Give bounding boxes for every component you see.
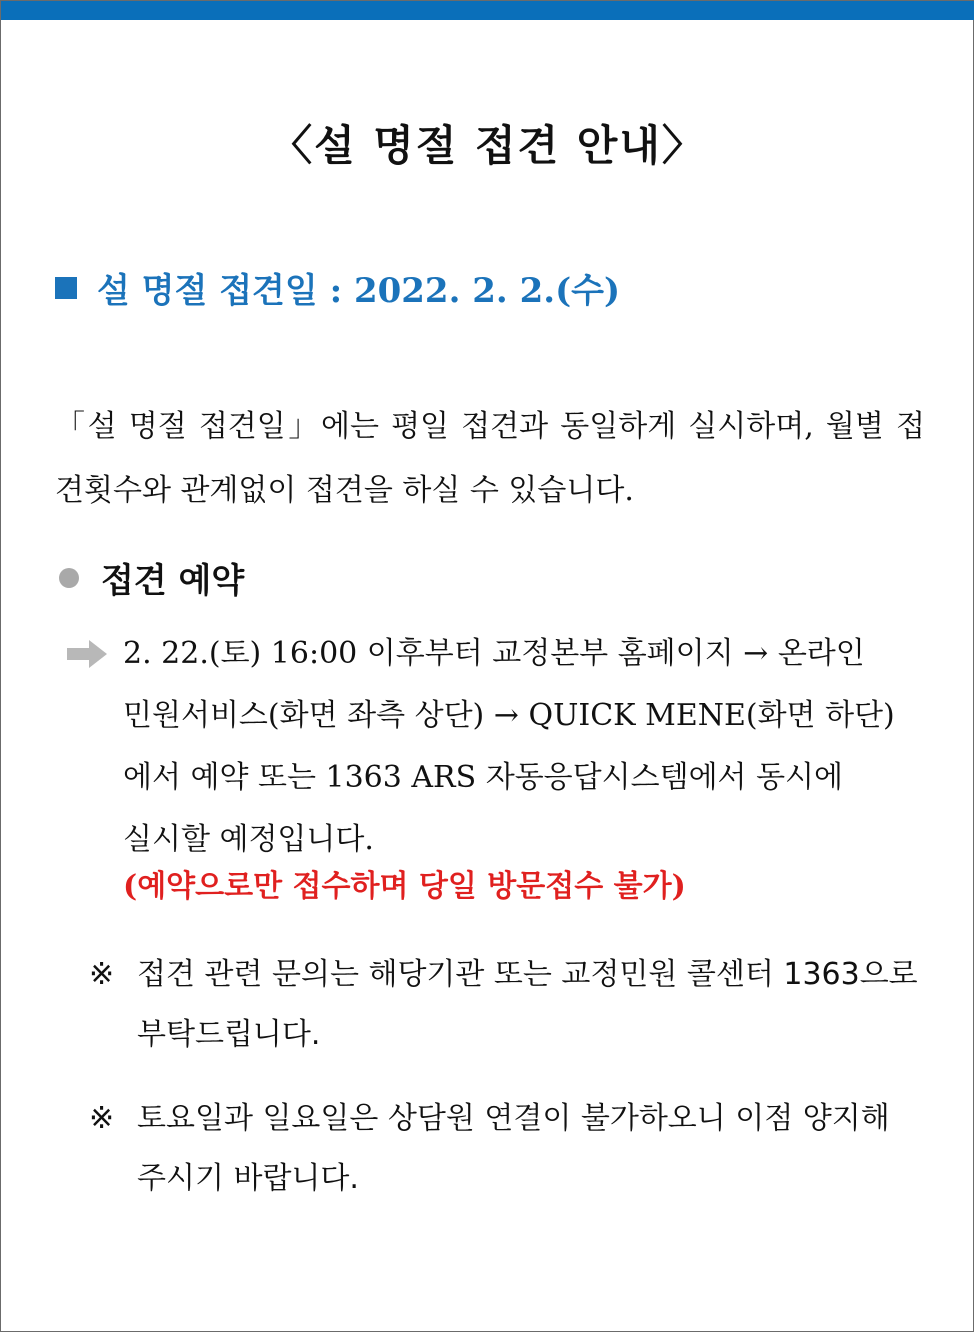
reservation-line: 실시할 예정입니다. [123, 822, 374, 857]
reservation-line: 민원서비스(화면 좌측 상단) → QUICK MENE(화면 하단) [123, 698, 895, 733]
right-arrow-icon [65, 639, 109, 669]
note-inquiry [89, 945, 925, 1065]
reservation-details [123, 623, 931, 871]
note-weekend [89, 1089, 925, 1209]
intro-paragraph: 「설 명절 접견일」에는 평일 접견과 동일하게 실시하며, 월별 접견횟수와 관계없이 접견을 하실 수 있습니다. [55, 409, 925, 508]
square-bullet-icon [55, 277, 77, 299]
reservation-heading [59, 553, 244, 602]
note-text: 토요일과 일요일은 상담원 연결이 불가하오니 이점 양지해 주시기 바랍니다. [137, 1101, 890, 1196]
visit-date-text: 설 명절 접견일 : 2022. 2. 2.(수) [97, 271, 621, 311]
visit-date-line [55, 263, 620, 312]
circle-bullet-icon [59, 568, 79, 588]
reservation-line: 에서 예약 또는 1363 ARS 자동응답시스템에서 동시에 [123, 760, 844, 795]
page-title: 〈설 명절 접견 안내〉 [270, 121, 706, 170]
note-text: 접견 관련 문의는 해당기관 또는 교정민원 콜센터 1363으로 부탁드립니다. [137, 957, 918, 1052]
reservation-heading-text: 접견 예약 [101, 561, 245, 601]
top-color-bar [1, 1, 974, 20]
note-mark: ※ [89, 1101, 115, 1136]
note-mark: ※ [89, 957, 115, 992]
reservation-warning: (예약으로만 접수하며 당일 방문접수 불가) [123, 869, 686, 904]
reservation-line: 2. 22.(토) 16:00 이후부터 교정본부 홈페이지 → 온라인 [123, 636, 865, 671]
